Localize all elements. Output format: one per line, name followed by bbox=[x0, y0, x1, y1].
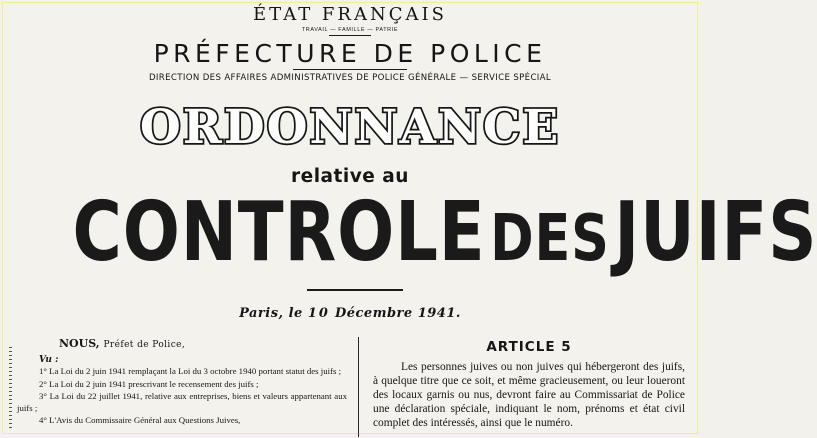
motto-rule bbox=[329, 35, 371, 36]
ordinance-poster bbox=[2, 2, 817, 434]
title-des: DES bbox=[490, 202, 610, 276]
article-text: Les personnes juives ou non juives qui hébergeront des juifs, à quelque titre que ce soit, et même gracieusement, ou leur loueront des locaux garnis ou nus, devront faire au Commissariat de Police une déclaration spéciale, indiquant le nom, prénoms et état civil complet des intéressés, ainsi que le numéro. bbox=[373, 361, 685, 429]
prefecture-heading: PRÉFECTURE DE POLICE bbox=[153, 39, 547, 68]
date-day: 10 bbox=[307, 306, 330, 321]
preamble-item-1: 1° La Loi du 2 juin 1941 remplaçant la Loi du 3 octobre 1940 portant statut des juifs ; bbox=[39, 366, 342, 376]
ordinance-date bbox=[3, 306, 697, 321]
date-le: le bbox=[288, 306, 303, 321]
vu-label: Vu : bbox=[39, 355, 59, 365]
preamble-item-4: 4° L'Avis du Commissaire Général aux Questions Juives, bbox=[39, 415, 241, 425]
margin-dots bbox=[9, 347, 12, 431]
nous-line bbox=[17, 337, 347, 350]
article-heading: ARTICLE 5 bbox=[486, 339, 572, 355]
state-heading: ÉTAT FRANÇAIS bbox=[253, 4, 447, 25]
date-month-year: Décembre 1941. bbox=[334, 306, 461, 321]
preamble-item-3: 3° La Loi du 22 juillet 1941, relative aux entreprises, biens et valeurs appartenant aux juifs ; bbox=[17, 391, 347, 413]
direction-subheading: DIRECTION DES AFFAIRES ADMINISTRATIVES DE POLICE GÉNÉRALE — SERVICE SPÉCIAL bbox=[148, 73, 552, 83]
prefet-title: Préfet de Police, bbox=[103, 340, 186, 350]
preamble-column bbox=[17, 337, 347, 427]
nous-word: NOUS, bbox=[59, 337, 100, 350]
title-controle: CONTROLE bbox=[72, 185, 486, 280]
relative-au-line: relative au bbox=[291, 166, 409, 187]
date-place: Paris, bbox=[239, 306, 284, 321]
title-rule bbox=[307, 289, 403, 291]
article-column bbox=[373, 339, 685, 430]
column-divider bbox=[358, 337, 359, 437]
ordonnance-title: ORDONNANCE bbox=[139, 100, 561, 155]
prefecture-rule bbox=[293, 69, 407, 70]
title-juifs: JUIFS bbox=[614, 185, 817, 280]
controle-des-juifs-title bbox=[72, 185, 817, 280]
preamble-item-2: 2° La Loi du 2 juin 1941 prescrivant le recensement des juifs ; bbox=[39, 378, 259, 389]
state-motto: TRAVAIL — FAMILLE — PATRIE bbox=[301, 27, 399, 33]
